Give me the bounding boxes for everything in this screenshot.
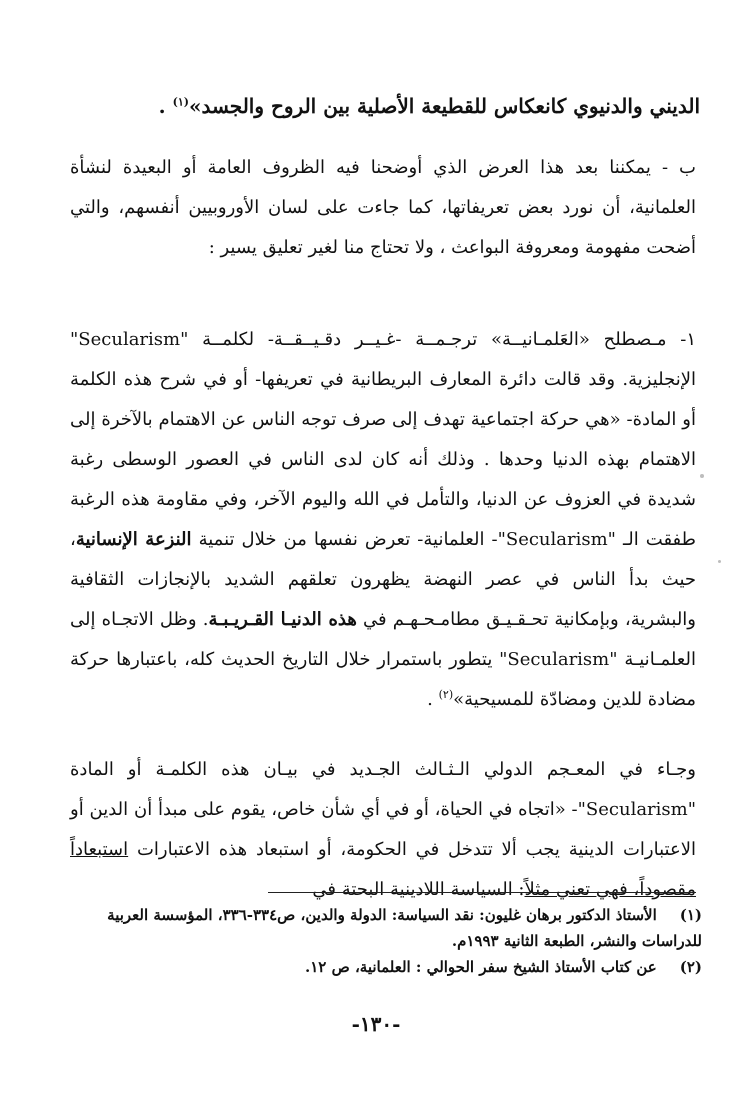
chapter-heading-line [60, 92, 700, 120]
footnote-2-text: عن كتاب الأستاذ الشيخ سفر الحوالي : العلمانية، ص ١٢. [305, 958, 657, 976]
paragraph-intro-text: ب - يمكننا بعد هذا العرض الذي أوضحنا فيه الظروف العامة أو البعيدة لنشأة العلمانية، أن نورد بعض تعريفاتها، كما جاءت على لسان الأوروبيين أنفسهم، والتي أضحت مفهومة ومعروفة البواعث ، ولا تحتاج منا لغير تعليق يسير : [70, 157, 696, 258]
footnote-1 [62, 902, 702, 954]
paragraph-intro [70, 148, 696, 268]
para3-underlined: استبعاداً مقصوداً، فهي تعني مثلاً [70, 839, 696, 900]
para2-part-c: ، حيث بدأ الناس في عصر النهضة يظهرون تعلقهم الشديد بالإنجازات الثقافية والبشرية، وبإمكانية تحـقـيـق مطامـحـهـم في [70, 529, 696, 630]
footnote-divider [268, 892, 696, 893]
para2-part-d: . وظل الاتجـاه إلى العلمـانيـة "Secularism" يتطور باستمرار خلال التاريخ الحديث كله، باعتبارها حركة مضادة للدين ومضادّة للمسيحية» [70, 609, 696, 710]
para3-part-a: وجـاء في المعـجم الدولي الـثـالث الجـديد في بيـان هذه الكلمـة أو المادة "Secularism"- «اتجاه في الحياة، أو في أي شأن خاص، يقوم على مبدأ أن الدين أو الاعتبارات الدينية يجب ألا تتدخل في الحكومة، أو استبعاد هذه الاعتبارات [70, 759, 696, 860]
paragraph-definition-text [70, 320, 696, 720]
page-number: -١٣٠- [351, 1012, 401, 1036]
para2-bold-humanism: النزعة الإنسانية [75, 529, 192, 550]
footnotes [62, 902, 702, 980]
footnote-ref-1[interactable]: (١) [172, 95, 189, 109]
scan-speck [718, 560, 721, 563]
footnote-2 [62, 954, 702, 980]
para3-part-b: : السياسة اللادينية البحتة في [312, 879, 525, 900]
footnote-ref-2[interactable]: (٢) [438, 688, 454, 701]
footnote-1-text: الأستاذ الدكتور برهان غليون: نقد السياسة: الدولة والدين، ص٣٣٤-٣٣٦، المؤسسة العربية للدراسات والنشر، الطبعة الثانية ١٩٩٣م. [107, 906, 702, 950]
paragraph-definition-britannica [70, 320, 696, 720]
para2-part-a: ١- مـصطلح «العَلمـانيــة» ترجـمــة -غـيــر دقـيــقــة- لكلمــة "Secularism" الإنجليزية. وقد قالت دائرة المعارف البريطانية في تعريفها- أو في شرح هذه الكلمة أو المادة- «هي حركة اجتماعية تهدف إلى صرف توجه الناس عن الاهتمام بالآخرة إلى الاهتمام بهذه الدنيا وحدها . وذلك أنه كان لدى الناس في العصور الوسطى رغبة شديدة في العزوف عن الدنيا، والتأمل في الله واليوم الآخر، وفي مقاومة هذه الرغبة طفقت الـ "Secularism"- العلمانية- تعرض نفسها من خلال تنمية [70, 329, 696, 550]
scan-speck [700, 474, 704, 478]
footnote-2-number: (٢) [679, 958, 702, 976]
heading-text: الديني والدنيوي كانعكاس للقطيعة الأصلية بين الروح والجسد» [188, 94, 700, 118]
paragraph-webster-definition [70, 750, 696, 910]
para2-bold-this-world: هذه الدنيـا القـريـبـة [208, 609, 357, 630]
paragraph-webster-text [70, 750, 696, 910]
para2-tail: . [427, 689, 439, 710]
heading-tail: . [158, 94, 173, 118]
footnote-1-number: (١) [679, 906, 702, 924]
